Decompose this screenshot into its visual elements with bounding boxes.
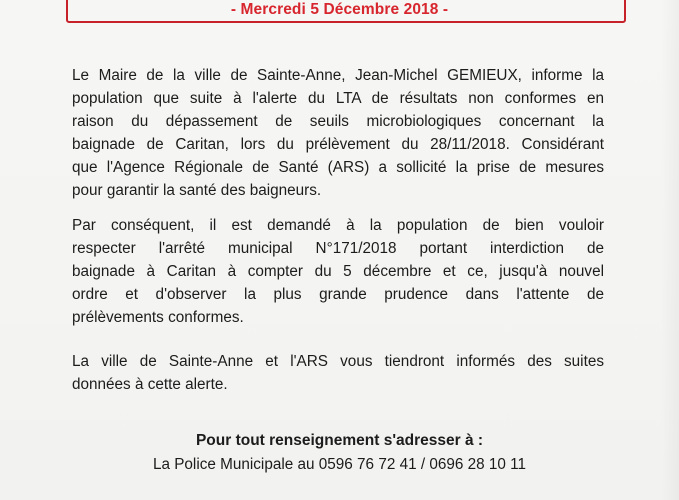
text-line: Par conséquent, il est demandé à la population de bien vouloir [72,217,604,234]
notice-date: - Mercredi 5 Décembre 2018 - [230,1,449,18]
text-line: ordre et d'observer la plus grande prudence dans l'attente de [72,286,604,303]
text-line: respecter l'arrêté municipal N°171/2018 portant interdiction de [72,240,604,257]
text-line: baignade de Caritan, lors du prélèvement du 28/11/2018. Considérant [72,136,604,153]
text-line: raison du dépassement de seuils microbiologiques concernant la [72,113,604,130]
text-line: population que suite à l'alerte du LTA de résultats non conformes en [72,90,604,107]
paragraph-decree [72,214,604,329]
text-line: prélèvements conformes. [72,309,244,326]
text-line: baignade à Caritan à compter du 5 décembre et ce, jusqu'à nouvel [72,263,604,280]
contact-phone-line: La Police Municipale au 0596 76 72 41 / 0696 28 10 11 [152,456,527,473]
page-edge-shadow [661,0,679,500]
paragraph-followup [72,350,604,396]
text-line: Le Maire de la ville de Sainte-Anne, Jean-Michel GEMIEUX, informe la [72,67,604,84]
text-line: La ville de Sainte-Anne et l'ARS vous tiendront informés des suites [72,353,604,370]
text-line: pour garantir la santé des baigneurs. [72,182,322,199]
text-line: que l'Agence Régionale de Santé (ARS) a sollicité la prise de mesures [72,159,604,176]
paragraph-announcement [72,64,604,202]
contact-title: Pour tout renseignement s'adresser à : [195,432,484,449]
text-line: données à cette alerte. [72,376,228,393]
